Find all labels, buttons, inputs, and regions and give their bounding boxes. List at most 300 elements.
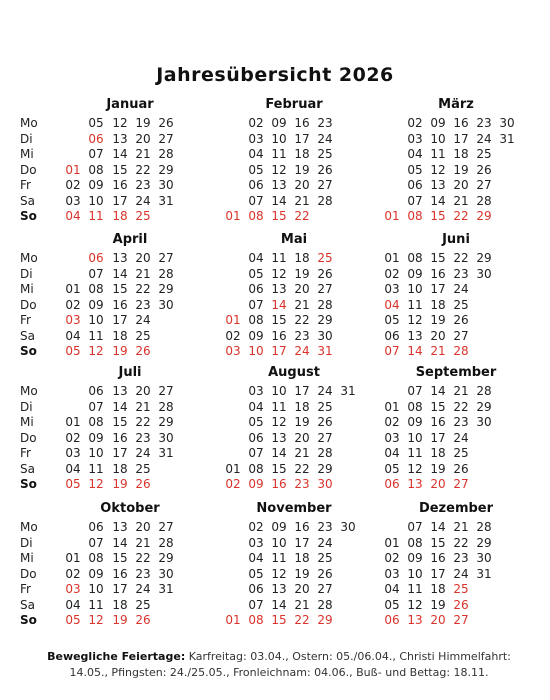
day-number: 05 [65,344,81,358]
month-name: Juni [442,232,470,247]
day-number: 24 [317,535,333,550]
day-number: 05 [384,313,400,327]
day-number: 10 [88,193,104,208]
day-number: 17 [453,131,469,146]
day-number: 19 [453,162,469,177]
day-number: 12 [271,266,287,281]
day-number: 21 [135,535,151,550]
day-number: 29 [158,162,174,177]
day-number: 18 [112,209,128,223]
day-number: 12 [407,597,423,612]
day-number: 07 [88,147,104,161]
day-number: 08 [248,209,264,223]
weekday-label-di: Di [20,266,33,281]
day-number: 06 [384,477,400,491]
day-number: 17 [294,131,310,146]
day-number: 20 [294,282,310,296]
day-number: 31 [340,384,356,398]
day-number: 19 [135,116,151,130]
day-number: 02 [65,566,81,581]
day-number: 15 [112,282,128,296]
day-number: 28 [317,297,333,312]
day-number: 26 [453,597,469,612]
day-number: 14 [271,193,287,208]
month-name: Mai [280,232,308,247]
day-number: 22 [294,313,310,327]
day-number: 13 [271,282,287,296]
day-number: 17 [430,566,446,581]
day-number: 03 [65,446,81,460]
day-number: 11 [271,251,287,265]
day-number: 16 [271,328,287,343]
day-number: 06 [88,384,104,398]
day-number: 19 [430,461,446,476]
day-number: 15 [112,551,128,565]
day-number: 08 [248,313,264,327]
day-number: 20 [430,328,446,343]
day-number: 18 [112,597,128,612]
day-number: 14 [430,520,446,534]
day-number: 01 [225,313,241,327]
day-number: 24 [135,313,151,327]
day-number: 09 [88,297,104,312]
day-number: 08 [248,613,264,627]
day-number: 10 [407,566,423,581]
day-number: 02 [407,116,423,130]
day-number: 15 [112,415,128,429]
day-number: 25 [135,328,151,343]
day-number: 23 [135,430,151,445]
day-number: 28 [317,193,333,208]
day-number: 22 [135,415,151,429]
day-number: 20 [294,582,310,596]
day-number: 03 [248,384,264,398]
day-number: 04 [407,147,423,161]
day-number: 08 [407,535,423,550]
day-number: 21 [294,446,310,460]
day-number: 14 [112,399,128,414]
day-number: 26 [135,477,151,491]
day-number: 26 [317,162,333,177]
day-number: 17 [112,313,128,327]
day-number: 01 [65,162,81,177]
day-number: 02 [225,328,241,343]
day-number: 29 [158,415,174,429]
day-number: 03 [248,535,264,550]
day-number: 18 [294,399,310,414]
day-number: 30 [158,430,174,445]
weekday-label-mi: Mi [20,415,34,429]
day-number: 07 [407,193,423,208]
day-number: 14 [112,147,128,161]
weekday-label-mo: Mo [20,520,38,534]
day-number: 17 [112,582,128,596]
day-number: 15 [271,313,287,327]
day-number: 11 [407,582,423,596]
day-number: 07 [248,193,264,208]
day-number: 27 [158,251,174,265]
month-name: November [256,501,332,516]
day-number: 12 [430,162,446,177]
weekday-label-fr: Fr [20,313,31,327]
day-number: 04 [248,399,264,414]
day-number: 09 [88,178,104,192]
weekday-label-mo: Mo [20,116,38,130]
day-number: 28 [158,399,174,414]
day-number: 27 [158,384,174,398]
weekday-label-so: So [20,613,37,627]
weekday-label-mo: Mo [20,384,38,398]
day-number: 21 [430,344,446,358]
day-number: 20 [135,131,151,146]
day-number: 18 [430,446,446,460]
day-number: 18 [112,461,128,476]
day-number: 29 [476,209,492,223]
day-number: 09 [88,430,104,445]
day-number: 04 [384,297,400,312]
day-number: 14 [430,193,446,208]
month-name: Februar [265,97,323,112]
day-number: 18 [294,147,310,161]
day-number: 25 [453,582,469,596]
day-number: 05 [384,461,400,476]
day-number: 09 [271,520,287,534]
page-title: Jahresübersicht 2026 [156,64,394,86]
weekday-label-sa: Sa [20,597,35,612]
day-number: 15 [271,613,287,627]
day-number: 06 [88,131,104,146]
day-number: 04 [65,461,81,476]
weekday-label-mi: Mi [20,147,34,161]
day-number: 20 [135,384,151,398]
day-number: 19 [294,415,310,429]
day-number: 02 [384,266,400,281]
day-number: 10 [271,384,287,398]
day-number: 25 [317,551,333,565]
day-number: 28 [476,520,492,534]
day-number: 02 [248,116,264,130]
day-number: 23 [294,328,310,343]
day-number: 30 [340,520,356,534]
day-number: 19 [294,162,310,177]
weekday-label-so: So [20,344,37,358]
day-number: 06 [384,613,400,627]
day-number: 14 [112,535,128,550]
day-number: 12 [271,415,287,429]
day-number: 09 [248,328,264,343]
day-number: 28 [453,344,469,358]
day-number: 04 [248,251,264,265]
day-number: 23 [453,266,469,281]
day-number: 25 [476,147,492,161]
day-number: 05 [248,266,264,281]
day-number: 04 [248,147,264,161]
day-number: 12 [88,344,104,358]
day-number: 02 [65,178,81,192]
day-number: 23 [453,551,469,565]
day-number: 11 [88,461,104,476]
day-number: 12 [271,162,287,177]
day-number: 06 [248,430,264,445]
day-number: 18 [453,147,469,161]
day-number: 22 [294,613,310,627]
day-number: 27 [453,477,469,491]
day-number: 29 [476,399,492,414]
day-number: 15 [430,535,446,550]
day-number: 16 [112,297,128,312]
day-number: 09 [407,551,423,565]
day-number: 30 [158,178,174,192]
weekday-label-fr: Fr [20,446,31,460]
day-number: 17 [112,193,128,208]
weekday-label-mo: Mo [20,251,38,265]
day-number: 31 [476,566,492,581]
weekday-label-di: Di [20,535,33,550]
day-number: 10 [407,282,423,296]
day-number: 08 [407,209,423,223]
day-number: 18 [112,328,128,343]
day-number: 12 [407,313,423,327]
month-name: August [268,365,320,380]
day-number: 08 [248,461,264,476]
day-number: 25 [317,147,333,161]
month-name: März [438,97,474,112]
movable-holidays-note [34,649,524,681]
day-number: 12 [88,477,104,491]
day-number: 25 [135,597,151,612]
day-number: 05 [88,116,104,130]
weekday-label-so: So [20,477,37,491]
day-number: 21 [294,193,310,208]
day-number: 21 [135,147,151,161]
day-number: 29 [158,551,174,565]
day-number: 14 [271,446,287,460]
day-number: 26 [158,116,174,130]
day-number: 14 [271,297,287,312]
day-number: 17 [271,344,287,358]
day-number: 12 [112,116,128,130]
day-number: 07 [407,520,423,534]
day-number: 09 [271,116,287,130]
day-number: 22 [453,535,469,550]
day-number: 16 [453,116,469,130]
day-number: 11 [430,147,446,161]
month-name: Juli [118,365,142,380]
day-number: 16 [430,551,446,565]
day-number: 01 [384,209,400,223]
day-number: 19 [430,597,446,612]
day-number: 06 [88,251,104,265]
day-number: 02 [384,551,400,565]
day-number: 24 [453,430,469,445]
day-number: 07 [88,535,104,550]
day-number: 13 [112,520,128,534]
day-number: 21 [453,384,469,398]
day-number: 14 [112,266,128,281]
day-number: 25 [453,297,469,312]
day-number: 15 [430,399,446,414]
day-number: 05 [407,162,423,177]
day-number: 27 [453,613,469,627]
day-number: 05 [384,597,400,612]
day-number: 29 [476,251,492,265]
day-number: 09 [407,415,423,429]
day-number: 04 [384,582,400,596]
day-number: 25 [453,446,469,460]
day-number: 11 [407,446,423,460]
day-number: 29 [158,282,174,296]
day-number: 13 [112,131,128,146]
day-number: 16 [112,430,128,445]
day-number: 02 [384,415,400,429]
day-number: 24 [294,344,310,358]
day-number: 23 [476,116,492,130]
day-number: 30 [499,116,515,130]
weekday-label-sa: Sa [20,193,35,208]
day-number: 28 [476,384,492,398]
day-number: 13 [407,328,423,343]
day-number: 12 [88,613,104,627]
day-number: 16 [430,266,446,281]
footer-text: Karfreitag: 03.04., Ostern: 05./06.04., Christi Himmelfahrt: 14.05., Pfingsten: 24./25.05., Fronleichnam: 04.06., Buß- und Bettag: 18.11. [69,650,511,679]
day-number: 08 [407,251,423,265]
day-number: 24 [453,566,469,581]
day-number: 25 [135,209,151,223]
day-number: 03 [65,582,81,596]
day-number: 31 [158,582,174,596]
day-number: 12 [271,566,287,581]
day-number: 22 [453,209,469,223]
day-number: 30 [317,477,333,491]
day-number: 26 [317,266,333,281]
day-number: 10 [430,131,446,146]
day-number: 27 [317,430,333,445]
day-number: 31 [499,131,515,146]
day-number: 08 [88,162,104,177]
day-number: 14 [407,344,423,358]
day-number: 14 [271,597,287,612]
day-number: 01 [65,551,81,565]
day-number: 23 [135,178,151,192]
day-number: 16 [271,477,287,491]
day-number: 20 [135,520,151,534]
weekday-label-mi: Mi [20,551,34,565]
day-number: 11 [88,597,104,612]
day-number: 29 [317,461,333,476]
day-number: 29 [476,535,492,550]
day-number: 26 [453,461,469,476]
day-number: 19 [294,566,310,581]
day-number: 10 [271,131,287,146]
weekday-label-do: Do [20,566,37,581]
day-number: 10 [271,535,287,550]
day-number: 16 [112,566,128,581]
day-number: 27 [476,178,492,192]
day-number: 08 [407,399,423,414]
day-number: 21 [294,597,310,612]
day-number: 06 [248,582,264,596]
day-number: 31 [158,446,174,460]
day-number: 02 [225,477,241,491]
day-number: 24 [135,446,151,460]
weekday-label-fr: Fr [20,582,31,596]
day-number: 11 [271,399,287,414]
weekday-label-mi: Mi [20,282,34,296]
day-number: 13 [430,178,446,192]
day-number: 23 [294,477,310,491]
day-number: 24 [476,131,492,146]
day-number: 03 [384,430,400,445]
day-number: 13 [271,430,287,445]
day-number: 28 [476,193,492,208]
day-number: 27 [317,178,333,192]
weekday-label-sa: Sa [20,461,35,476]
day-number: 02 [65,430,81,445]
day-number: 30 [317,328,333,343]
day-number: 16 [112,178,128,192]
day-number: 01 [225,461,241,476]
day-number: 05 [248,566,264,581]
day-number: 17 [294,535,310,550]
day-number: 10 [88,582,104,596]
day-number: 04 [65,209,81,223]
day-number: 11 [88,328,104,343]
day-number: 20 [430,613,446,627]
day-number: 21 [135,266,151,281]
day-number: 01 [225,613,241,627]
day-number: 23 [135,566,151,581]
day-number: 07 [384,344,400,358]
day-number: 06 [248,282,264,296]
day-number: 04 [65,328,81,343]
day-number: 24 [135,193,151,208]
day-number: 20 [294,178,310,192]
day-number: 22 [135,162,151,177]
day-number: 29 [317,313,333,327]
day-number: 30 [476,551,492,565]
day-number: 21 [294,297,310,312]
day-number: 23 [317,116,333,130]
day-number: 19 [294,266,310,281]
day-number: 16 [430,415,446,429]
day-number: 19 [112,344,128,358]
day-number: 16 [294,116,310,130]
day-number: 17 [430,282,446,296]
day-number: 19 [112,477,128,491]
day-number: 22 [294,209,310,223]
day-number: 05 [65,477,81,491]
day-number: 28 [158,147,174,161]
day-number: 23 [135,297,151,312]
day-number: 15 [430,251,446,265]
day-number: 10 [88,313,104,327]
day-number: 24 [317,384,333,398]
month-name: September [415,365,497,380]
weekday-label-fr: Fr [20,178,31,192]
month-name: Oktober [100,501,160,516]
day-number: 20 [135,251,151,265]
day-number: 05 [65,613,81,627]
day-number: 21 [453,193,469,208]
day-number: 01 [65,282,81,296]
day-number: 11 [271,551,287,565]
day-number: 07 [88,266,104,281]
day-number: 24 [453,282,469,296]
day-number: 01 [65,415,81,429]
day-number: 23 [317,520,333,534]
footer-label: Bewegliche Feiertage: [47,650,186,663]
weekday-label-do: Do [20,162,37,177]
